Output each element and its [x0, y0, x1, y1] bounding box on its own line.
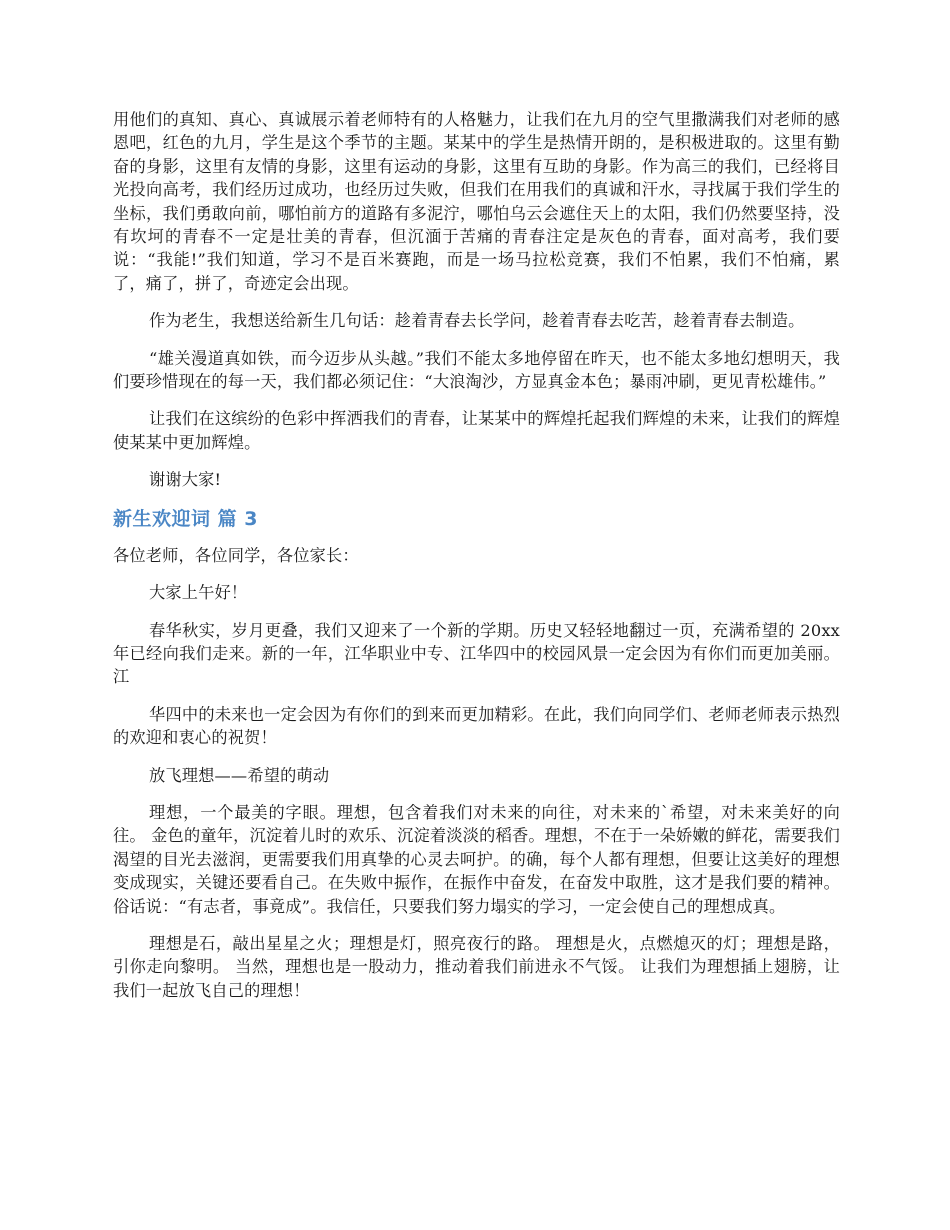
body-paragraph: 让我们在这缤纷的色彩中挥洒我们的青春，让某某中的辉煌托起我们辉煌的未来，让我们的辉煌使某某中更加辉煌。: [113, 409, 840, 452]
body-paragraph: 华四中的未来也一定会因为有你们的到来而更加精彩。在此，我们向同学们、老师老师表示热烈的欢迎和衷心的祝贺！: [113, 704, 840, 748]
section-heading: 新生欢迎词 篇 3: [113, 507, 258, 530]
body-paragraph: 理想，一个最美的字眼。理想，包含着我们对未来的向往，对未来的`希望，对未来美好的向往。 金色的童年，沉淀着儿时的欢乐、沉淀着淡淡的稻香。理想，不在于一朵娇嫩的鲜花，需要我们渴望的目光去滋润，更需要我们用真挚的心灵去呵护。的确，每个人都有理想，但要让这美好的理想变成现实，关键还要看自己。在失败中振作，在振作中奋发，在奋发中取胜，这才是我们要的精神。俗话说：“有志者，事竟成”。我信任，只要我们努力塌实的学习，一定会使自己的理想成真。: [113, 802, 840, 916]
greeting: 大家上午好！: [149, 583, 248, 603]
body-paragraph: “雄关漫道真如铁，而今迈步从头越。”我们不能太多地停留在昨天，也不能太多地幻想明天，我们要珍惜现在的每一天，我们都必须记住：“大浪淘沙，方显真金本色；暴雨冲刷，更见青松雄伟。”: [113, 348, 840, 392]
subheading: 放飞理想——希望的萌动: [149, 765, 330, 785]
body-paragraph: 作为老生，我想送给新生几句话：趁着青春去长学问，趁着青春去吃苦，趁着青春去制造。: [149, 311, 805, 331]
closing-line: 谢谢大家!: [149, 470, 222, 490]
salutation: 各位老师，各位同学，各位家长：: [113, 545, 359, 565]
body-paragraph: 春华秋实，岁月更叠，我们又迎来了一个新的学期。历史又轻轻地翻过一页，充满希望的 20xx 年已经向我们走来。新的一年，江华职业中专、江华四中的校园风景一定会因为有你们而更加美丽。江: [113, 620, 840, 687]
body-paragraph: 理想是石，敲出星星之火；理想是灯，照亮夜行的路。 理想是火，点燃熄灭的灯；理想是路，引你走向黎明。 当然，理想也是一股动力，推动着我们前进永不气馁。 让我们为理想插上翅膀，让我们一起放飞自己的理想！: [113, 933, 840, 1000]
body-paragraph: 用他们的真知、真心、真诚展示着老师特有的人格魅力，让我们在九月的空气里撒满我们对老师的感恩吧，红色的九月，学生是这个季节的主题。某某中的学生是热情开朗的，是积极进取的。这里有勤奋的身影，这里有友情的身影，这里有运动的身影，这里有互助的身影。作为高三的我们，已经将目光投向高考，我们经历过成功，也经历过失败，但我们在用我们的真诚和汗水，寻找属于我们学生的坐标，我们勇敢向前，哪怕前方的道路有多泥泞，哪怕乌云会遮住天上的太阳，我们仍然要坚持，没有坎坷的青春不一定是壮美的青春，但沉湎于苦痛的青春注定是灰色的青春，面对高考，我们要说：“我能!”我们知道，学习不是百米赛跑，而是一场马拉松竞赛，我们不怕累，我们不怕痛，累了，痛了，拼了，奇迹定会出现。: [113, 110, 840, 293]
document-page: [113, 108, 840, 1016]
